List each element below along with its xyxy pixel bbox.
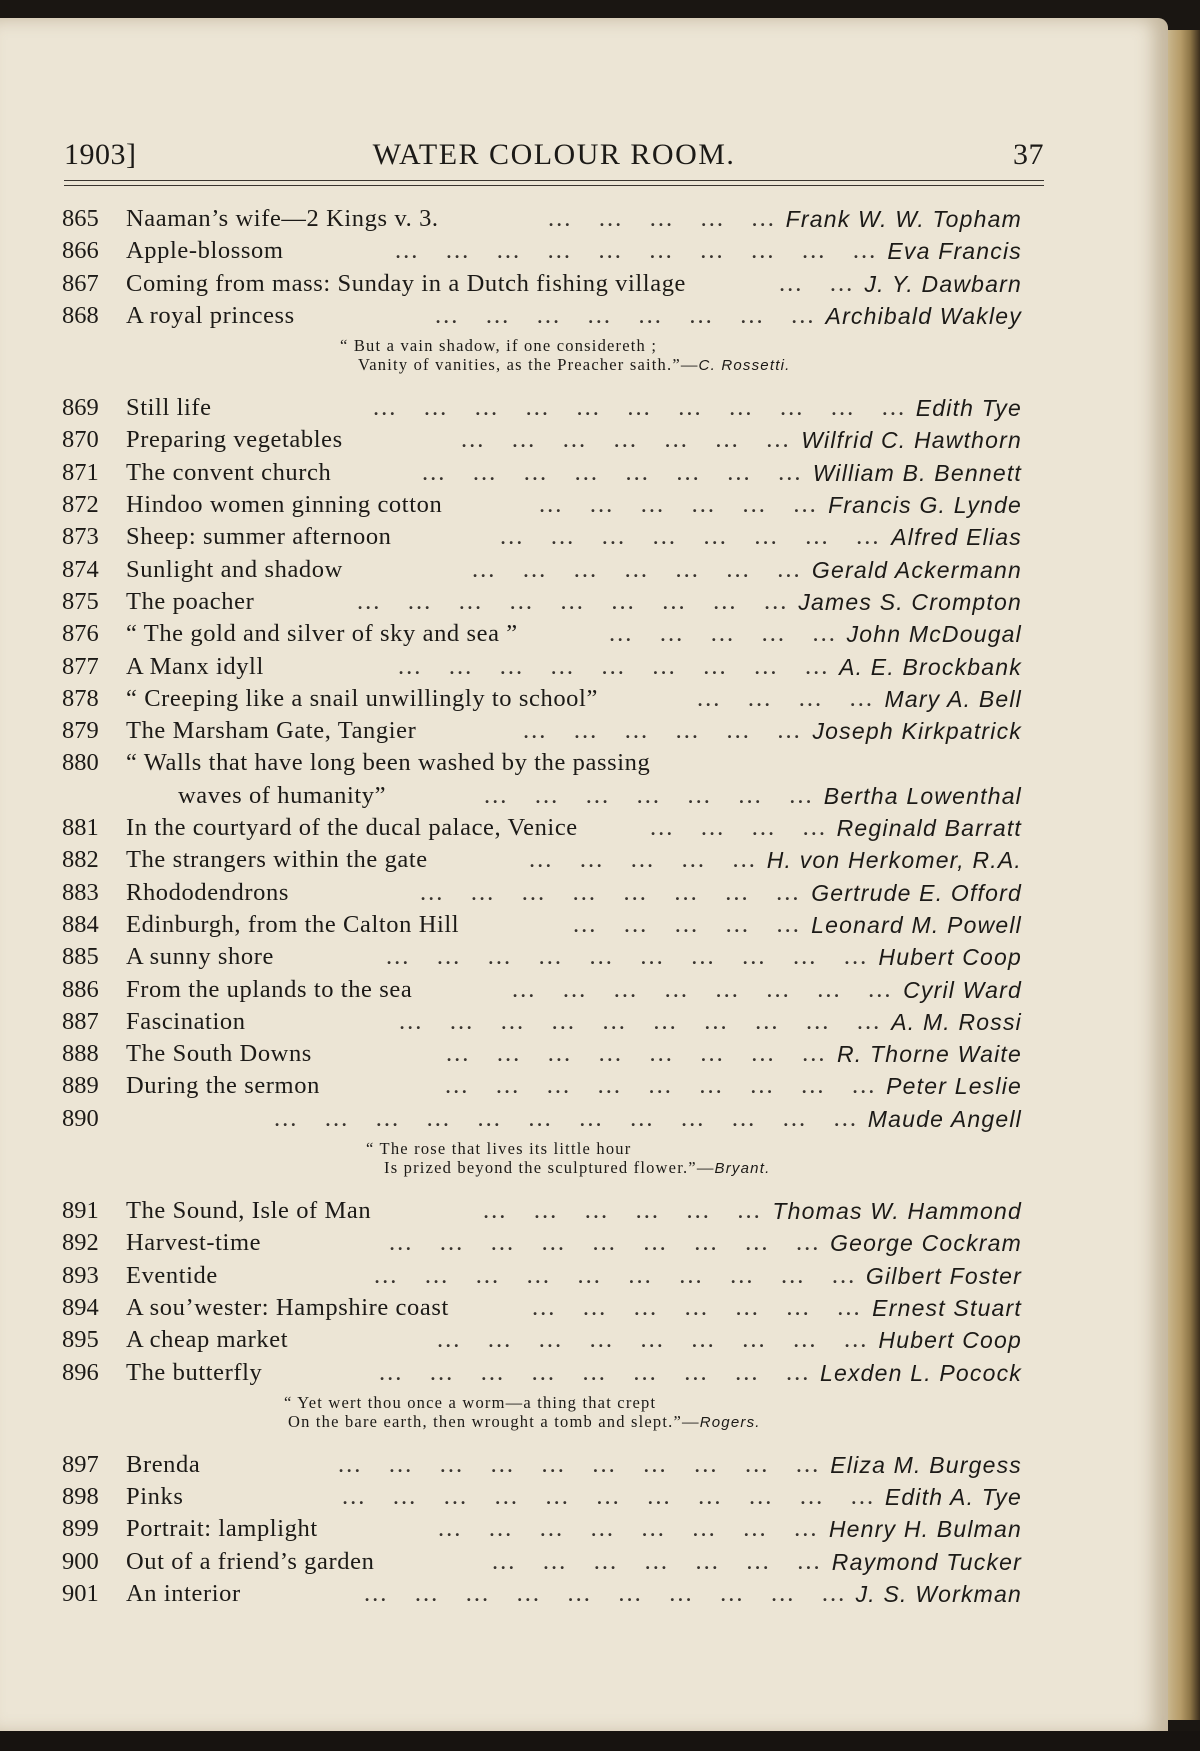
entry-artist: A. M. Rossi (891, 1008, 1022, 1035)
epigraph-line-1: “ The rose that lives its little hour (366, 1139, 632, 1159)
entry-title: Brenda (126, 1450, 201, 1478)
catalogue-entry (62, 1070, 1042, 1102)
entry-number: 871 (62, 458, 99, 486)
entry-number: 866 (62, 237, 99, 265)
entry-number: 878 (62, 684, 99, 712)
entry-artist: Gilbert Foster (865, 1262, 1022, 1289)
leader-dots: ... ... ... ... ... ... ... (492, 1547, 822, 1575)
leader-dots: ... ... ... ... ... ... (483, 1197, 762, 1225)
entry-artist: Joseph Kirkpatrick (812, 718, 1022, 745)
catalogue-entry (62, 1195, 1042, 1227)
catalogue-entry (62, 1292, 1042, 1324)
catalogue-entry (62, 780, 1042, 812)
catalogue-entry (62, 974, 1042, 1006)
leader-dots: ... ... ... ... ... ... ... (472, 555, 802, 583)
entry-title: Pinks (126, 1483, 184, 1511)
epigraph-line-1: “ Yet wert thou once a worm—a thing that crept (284, 1392, 657, 1412)
entry-title: Edinburgh, from the Calton Hill (126, 910, 460, 938)
leader-dots: ... ... ... ... (650, 814, 827, 842)
leader-dots: ... ... ... ... ... ... ... ... ... ... (364, 1579, 847, 1607)
entry-title: Naaman’s wife—2 Kings v. 3. (126, 205, 439, 232)
entry-title: A sunny shore (126, 943, 274, 971)
epigraph (62, 1393, 1042, 1441)
leader-dots: ... ... ... ... ... ... ... ... ... ... ... ... (274, 1104, 858, 1132)
entry-artist: Thomas W. Hammond (772, 1198, 1022, 1225)
entry-number: 875 (62, 587, 99, 615)
entry-number: 883 (62, 878, 99, 906)
entry-title: waves of humanity” (178, 781, 387, 809)
entry-title: Coming from mass: Sunday in a Dutch fishing village (126, 269, 687, 297)
entry-number: 868 (62, 301, 99, 329)
leader-dots: ... ... ... ... ... ... ... ... (500, 523, 881, 551)
entry-artist: Archibald Wakley (825, 302, 1022, 329)
entry-number: 886 (62, 975, 99, 1003)
leader-dots: ... ... ... ... ... ... (523, 717, 802, 745)
entry-title: The poacher (126, 587, 255, 615)
catalogue-entry (62, 1260, 1042, 1292)
entry-title: The butterfly (126, 1358, 263, 1386)
leader-dots: ... ... ... ... ... ... (539, 491, 818, 519)
catalogue-entry (62, 1481, 1042, 1513)
entry-artist: William B. Bennett (812, 459, 1022, 486)
entry-artist: A. E. Brockbank (839, 653, 1022, 680)
entry-title: Harvest-time (126, 1229, 262, 1257)
entry-artist: Leonard M. Powell (811, 911, 1022, 938)
entry-artist: Edith Tye (915, 395, 1022, 422)
entry-title: A sou’wester: Hampshire coast (126, 1293, 449, 1321)
leader-dots: ... ... ... ... ... (573, 910, 801, 938)
catalogue-entry (62, 268, 1042, 300)
catalogue-entry (62, 651, 1042, 683)
entry-number: 901 (62, 1579, 99, 1607)
leader-dots: ... ... ... ... ... ... ... ... ... (389, 1229, 821, 1257)
entry-number: 890 (62, 1104, 99, 1132)
entry-artist: J. Y. Dawbarn (864, 270, 1022, 297)
entry-number: 888 (62, 1040, 99, 1068)
entry-artist: Frank W. W. Topham (785, 206, 1022, 232)
entry-title: Still life (126, 394, 212, 422)
header-year: 1903] (64, 138, 137, 171)
entry-number: 882 (62, 846, 99, 874)
entry-title: Out of a friend’s garden (126, 1547, 375, 1575)
catalogue-entry (62, 877, 1042, 909)
catalogue-entry (62, 424, 1042, 456)
entry-title: Hindoo women ginning cotton (126, 491, 443, 519)
entry-artist: Alfred Elias (891, 524, 1022, 551)
entry-artist: Hubert Coop (878, 944, 1022, 971)
entry-number: 865 (62, 205, 99, 232)
entry-number: 870 (62, 426, 99, 454)
entry-number: 881 (62, 814, 99, 842)
leader-dots: ... ... ... ... ... ... ... (532, 1293, 862, 1321)
catalogue-entry (62, 1324, 1042, 1356)
catalogue-entry (62, 941, 1042, 973)
entry-number: 877 (62, 652, 99, 680)
entry-title: Fascination (126, 1007, 246, 1035)
catalogue-entry (62, 586, 1042, 618)
catalogue-entry (62, 300, 1042, 332)
leader-dots: ... ... ... ... ... ... ... ... ... ... (386, 943, 869, 971)
catalogue-entry (62, 554, 1042, 586)
catalogue-entry (62, 844, 1042, 876)
entry-number: 872 (62, 491, 99, 519)
leader-dots: ... ... ... ... ... ... ... ... ... (445, 1072, 877, 1100)
running-header (64, 138, 1044, 178)
catalogue-entry (62, 489, 1042, 521)
leader-dots: ... ... ... ... ... ... ... ... (446, 1040, 827, 1068)
catalogue-entry (62, 1357, 1042, 1389)
epigraph-line-1: “ But a vain shadow, if one considereth ; (340, 336, 658, 356)
leader-dots: ... ... ... ... (697, 684, 874, 712)
entry-artist: John McDougal (846, 621, 1022, 648)
epigraph-source: Bryant. (714, 1160, 771, 1178)
leader-dots: ... ... ... ... ... ... ... ... ... (437, 1326, 869, 1354)
leader-dots: ... ... ... ... ... ... ... ... ... (398, 652, 830, 680)
entry-number: 876 (62, 620, 99, 648)
entry-number: 867 (62, 269, 99, 297)
entry-artist: Hubert Coop (878, 1327, 1022, 1354)
leader-dots: ... ... ... ... ... ... ... ... ... ... (399, 1007, 882, 1035)
entry-number: 869 (62, 394, 99, 422)
leader-dots: ... ... ... ... ... ... ... ... ... ... ... (373, 394, 907, 422)
header-rule (64, 180, 1044, 186)
leader-dots: ... ... ... ... ... ... ... ... (422, 458, 803, 486)
entry-number: 898 (62, 1483, 99, 1511)
entry-title: From the uplands to the sea (126, 975, 413, 1003)
entry-title: Sheep: summer afternoon (126, 523, 392, 551)
leader-dots: ... ... ... ... ... ... ... ... ... (357, 587, 789, 615)
entry-artist: Peter Leslie (886, 1073, 1022, 1100)
entry-artist: Gerald Ackermann (811, 556, 1022, 583)
epigraph-source: Rogers. (699, 1413, 761, 1431)
leader-dots: ... ... ... ... ... ... ... ... (420, 878, 801, 906)
catalogue-entry (62, 812, 1042, 844)
entry-title: Preparing vegetables (126, 426, 343, 454)
entry-artist: Ernest Stuart (872, 1294, 1022, 1321)
catalogue-entry (62, 618, 1042, 650)
entry-number: 900 (62, 1547, 99, 1575)
epigraph-text: Vanity of vanities, as the Preacher saith.”— (358, 355, 699, 375)
catalogue-entry (62, 392, 1042, 424)
entry-title: “ Walls that have long been washed by the passing (126, 749, 651, 777)
entry-number: 889 (62, 1072, 99, 1100)
entry-artist: George Cockram (830, 1230, 1022, 1257)
catalogue-entry (62, 715, 1042, 747)
entry-artist: R. Thorne Waite (836, 1041, 1022, 1068)
entry-title: During the sermon (126, 1072, 320, 1100)
leader-dots: ... ... (779, 269, 855, 297)
catalogue-entry (62, 1449, 1042, 1481)
entry-number: 880 (62, 749, 99, 777)
entry-number: 884 (62, 910, 99, 938)
entry-number: 891 (62, 1197, 99, 1225)
entry-artist: Eliza M. Burgess (830, 1451, 1022, 1478)
catalogue-entry (62, 457, 1042, 489)
entry-number: 899 (62, 1515, 99, 1543)
entry-title: “ Creeping like a snail unwillingly to school” (126, 684, 598, 712)
epigraph-text: On the bare earth, then wrought a tomb and slept.”— (288, 1411, 700, 1431)
leader-dots: ... ... ... ... ... ... ... ... ... ... (395, 237, 878, 265)
entry-number: 893 (62, 1261, 99, 1289)
entry-title: The convent church (126, 458, 332, 486)
catalogue-entry (62, 683, 1042, 715)
entry-title: In the courtyard of the ducal palace, Venice (126, 814, 578, 842)
epigraph-source: C. Rossetti. (698, 357, 791, 375)
entry-number: 897 (62, 1450, 99, 1478)
catalogue-entry (62, 1038, 1042, 1070)
catalogue-entry (62, 1227, 1042, 1259)
entry-artist: Wilfrid C. Hawthorn (801, 427, 1022, 454)
entry-title: Sunlight and shadow (126, 555, 343, 583)
entry-number: 894 (62, 1293, 99, 1321)
entry-artist: Cyril Ward (903, 976, 1022, 1003)
catalogue-entry (62, 909, 1042, 941)
entry-artist: Henry H. Bulman (828, 1516, 1022, 1543)
entry-artist: Mary A. Bell (884, 685, 1022, 712)
entry-title: Apple-blossom (126, 237, 284, 265)
entry-artist: Bertha Lowenthal (823, 782, 1022, 809)
leader-dots: ... ... ... ... ... ... ... ... ... (379, 1358, 811, 1386)
catalogue-entry (62, 521, 1042, 553)
entry-title: “ The gold and silver of sky and sea ” (126, 620, 518, 648)
catalogue-entry (62, 235, 1042, 267)
epigraph-line-2 (384, 1158, 770, 1178)
leader-dots: ... ... ... ... ... ... ... ... ... ... (338, 1450, 821, 1478)
catalogue-entry (62, 1578, 1042, 1610)
entry-artist: H. von Herkomer, R.A. (766, 847, 1022, 874)
catalogue-entry (62, 1513, 1042, 1545)
epigraph-line-2 (288, 1412, 761, 1432)
entry-title: Eventide (126, 1261, 218, 1289)
leader-dots: ... ... ... ... ... ... ... ... (435, 301, 816, 329)
page-edge (1168, 30, 1200, 1720)
entry-artist: Eva Francis (887, 238, 1022, 265)
entry-title: An interior (126, 1579, 241, 1607)
entry-artist: Raymond Tucker (831, 1548, 1022, 1575)
leader-dots: ... ... ... ... ... (609, 620, 837, 648)
entry-title: A Manx idyll (126, 652, 264, 680)
entry-title: A royal princess (126, 301, 295, 329)
entry-artist: Maude Angell (867, 1105, 1022, 1132)
entry-number: 873 (62, 523, 99, 551)
leader-dots: ... ... ... ... ... (548, 205, 776, 232)
entry-number: 895 (62, 1326, 99, 1354)
entry-artist: Gertrude E. Offord (811, 879, 1022, 906)
entry-artist: Edith A. Tye (884, 1484, 1022, 1511)
page-number: 37 (1013, 138, 1044, 171)
entry-artist: Francis G. Lynde (828, 492, 1022, 519)
entry-artist: J. S. Workman (855, 1580, 1022, 1607)
entry-number: 874 (62, 555, 99, 583)
leader-dots: ... ... ... ... ... ... ... (484, 781, 814, 809)
entry-number: 887 (62, 1007, 99, 1035)
entry-number: 896 (62, 1358, 99, 1386)
leader-dots: ... ... ... ... ... (529, 846, 757, 874)
entry-artist: James S. Crompton (798, 588, 1022, 615)
epigraph-text: Is prized beyond the sculptured flower.”— (384, 1158, 715, 1178)
entry-number: 879 (62, 717, 99, 745)
bottom-band (0, 1731, 1200, 1751)
entry-title: The Marsham Gate, Tangier (126, 717, 417, 745)
entry-number: 892 (62, 1229, 99, 1257)
leader-dots: ... ... ... ... ... ... ... ... (512, 975, 893, 1003)
entry-artist: Lexden L. Pocock (819, 1359, 1022, 1386)
leader-dots: ... ... ... ... ... ... ... ... (438, 1515, 819, 1543)
catalogue-entry (62, 203, 1042, 235)
leader-dots: ... ... ... ... ... ... ... (461, 426, 791, 454)
entry-title: Rhododendrons (126, 878, 289, 906)
epigraph (62, 336, 1042, 384)
epigraph-line-2 (358, 355, 790, 375)
entry-title: A cheap market (126, 1326, 289, 1354)
entry-artist: Reginald Barratt (836, 815, 1022, 842)
entry-title: Portrait: lamplight (126, 1515, 318, 1543)
leader-dots: ... ... ... ... ... ... ... ... ... ... ... (342, 1483, 876, 1511)
catalogue-entry (62, 1546, 1042, 1578)
entry-number: 885 (62, 943, 99, 971)
catalogue-entry (62, 1103, 1042, 1135)
leader-dots: ... ... ... ... ... ... ... ... ... ... (374, 1261, 857, 1289)
catalogue-entries (62, 203, 1042, 1610)
entry-title: The South Downs (126, 1040, 312, 1068)
header-title: WATER COLOUR ROOM. (372, 138, 736, 171)
entry-title: The strangers within the gate (126, 846, 428, 874)
epigraph (62, 1139, 1042, 1187)
catalogue-entry (62, 1006, 1042, 1038)
entry-title: The Sound, Isle of Man (126, 1197, 372, 1225)
catalogue-entry (62, 747, 1042, 779)
